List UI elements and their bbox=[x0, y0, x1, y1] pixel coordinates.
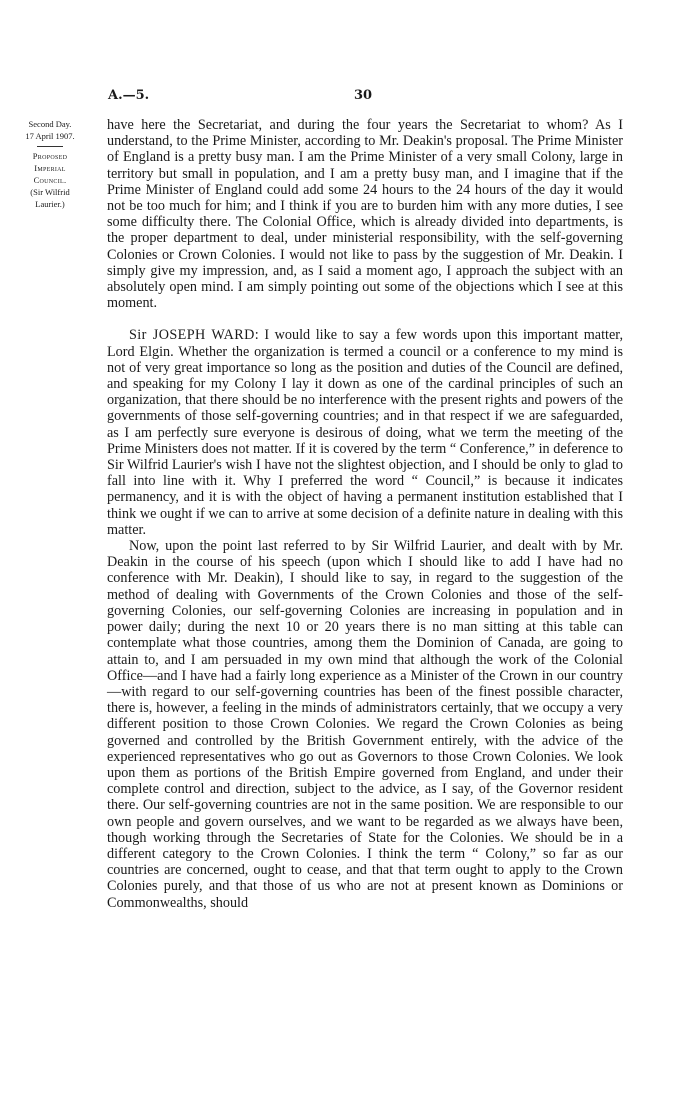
main-text bbox=[107, 117, 623, 911]
margin-topic-line-2: Imperial bbox=[34, 163, 66, 173]
margin-date: 17 April 1907. bbox=[25, 131, 75, 141]
margin-topic-line-1: Proposed bbox=[32, 151, 68, 161]
page-number: 30 bbox=[354, 88, 373, 103]
margin-speaker-line-1: (Sir Wilfrid bbox=[30, 187, 70, 197]
document-reference: A.—5. bbox=[108, 88, 150, 103]
paragraph-2 bbox=[107, 327, 623, 538]
speaker-name: Sir JOSEPH WARD bbox=[129, 327, 255, 344]
paragraph-1: have here the Secretariat, and during the four years the Secretariat to whom? As I understand, to the Prime Minister, according to Mr. Deakin's proposal. The Prime Minister of England is a pretty busy man. I am the Prime Minister of a very small Colony, large in territory but small in population, and I am a pretty busy man, and I imagine that if the Prime Minister of England could add some 24 hours to the 24 hours of the day it would not be too much for him; and I think if you are to burden him with any more duties, I see some difficulty there. The Colonial Office, which is already divided into departments, is the proper department to deal, under ministerial responsibility, with the self-governing Colonies or Crown Colonies. I would not like to pass by the suggestion of Mr. Deakin. I simply give my impression, and, as I said a moment ago, I approach the subject with an absolutely open mind. I am simply pointing out some of the objections which I see at this moment. bbox=[107, 117, 623, 312]
margin-day: Second Day. bbox=[28, 119, 72, 129]
margin-notes bbox=[8, 118, 92, 210]
paragraph-3: Now, upon the point last referred to by Sir Wilfrid Laurier, and dealt with by Mr. Deakin in the course of his speech (upon which I should like to add I have had no conference with Mr. Deakin), I should like to say, in regard to the suggestion of the method of dealing with Governments of the Crown Colonies and those of the self-governing Colonies, our self-governing Colonies are increasing in population and in power daily; during the next 10 or 20 years there is no man sitting at this table can contemplate what those countries, among them the Dominion of Canada, are going to attain to, and I am persuaded in my own mind that although the work of the Colonial Office—and I have had a fairly long experience as a Minister of the Crown in our country—with regard to our self-governing countries has been of the finest possible character, there is, however, a feeling in the minds of administrators certainly, that we occupy a very different position to those Crown Colonies. We regard the Crown Colonies as being governed and controlled by the British Government entirely, with the advice of the experienced representatives who go out as Governors to those Crown Colonies. We look upon them as portions of the British Empire governed from England, and under their complete control and direction, subject to the advice, as I say, of the Governor resident there. Our self-governing countries are not in the same position. We are responsible to our own people and govern ourselves, and we want to be regarded as we always have been, though working through the Secretaries of State for the Colonies. We should be in a different category to the Crown Colonies. I think the term “ Colony,” so far as our countries are concerned, ought to cease, and that that term ought to apply to the Crown Colonies purely, and that those of us who are not at present known as Dominions or Commonwealths, should bbox=[107, 538, 623, 911]
margin-divider bbox=[37, 146, 63, 147]
page-header bbox=[108, 88, 638, 108]
margin-speaker-line-2: Laurier.) bbox=[35, 199, 65, 209]
margin-topic-line-3: Council. bbox=[33, 175, 67, 185]
paragraph-2-text: : I would like to say a few words upon this important matter, Lord Elgin. Whether the organization is termed a council or a conference to my mind is not of very great importance so long as the position and duties of the Council are defined, and speaking for my Colony I lay it down as one of the cardinal principles of such an organization, that there should be no interference with the present rights and powers of the governments of those self-governing countries; and in that respect if we are safeguarded, as I am perfectly sure everyone is desirous of doing, what we term the meeting of the Prime Ministers does not matter. If it is covered by the term “ Conference,” in deference to Sir Wilfrid Laurier's wish I have not the slightest objection, and I should be only to glad to fall into line with it. Why I preferred the word “ Council,” is because it indicates permanency, and it is with the object of having a permanent institution established that I think we ought if we can to arrive at some decision of a definite nature in dealing with this matter. bbox=[107, 327, 623, 538]
